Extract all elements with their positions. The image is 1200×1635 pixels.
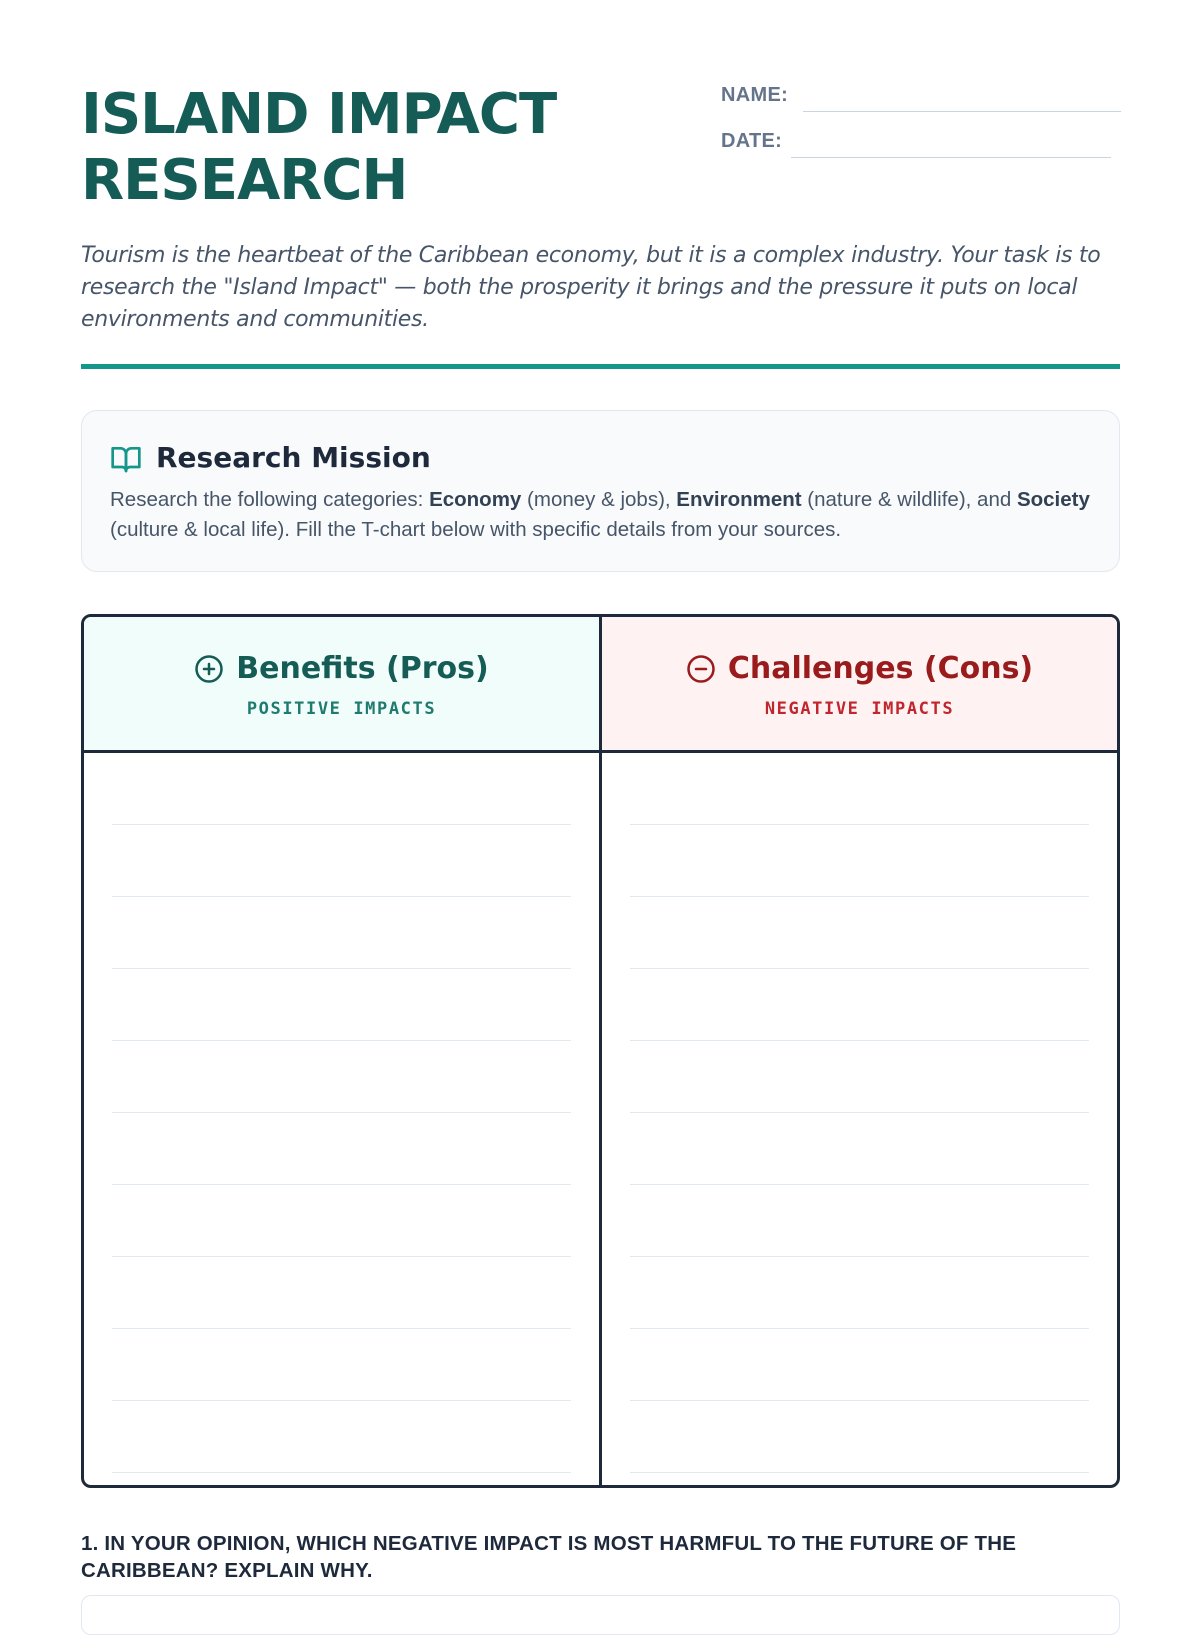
category-environment: Environment (676, 488, 802, 511)
open-book-icon (110, 443, 142, 475)
header-divider (81, 364, 1120, 369)
date-field[interactable] (721, 130, 1121, 160)
plus-circle-icon (194, 654, 224, 684)
question-1-answer-box[interactable] (81, 1595, 1120, 1635)
writing-line[interactable] (112, 753, 571, 825)
writing-line[interactable] (112, 1401, 571, 1473)
mission-text-part: (nature & wildlife), and (801, 488, 1017, 511)
writing-line[interactable] (630, 897, 1089, 969)
minus-circle-icon (686, 654, 716, 684)
writing-line[interactable] (630, 1113, 1089, 1185)
title-line-2: RESEARCH (81, 148, 408, 213)
challenges-title (602, 649, 1117, 689)
t-chart (81, 614, 1120, 1488)
name-line[interactable] (803, 111, 1121, 112)
benefits-subtitle: POSITIVE IMPACTS (246, 699, 437, 719)
writing-line[interactable] (630, 825, 1089, 897)
mission-text-part: Research the following categories: (110, 488, 430, 511)
mission-text-part: (culture & local life). Fill the T-chart below with specific details from your sources. (110, 518, 842, 541)
writing-line[interactable] (630, 969, 1089, 1041)
writing-line[interactable] (112, 897, 571, 969)
name-field[interactable] (721, 84, 1121, 114)
challenges-column (602, 617, 1117, 1485)
writing-line[interactable] (112, 1113, 571, 1185)
benefits-column (84, 617, 599, 1485)
writing-line[interactable] (112, 1329, 571, 1401)
writing-line[interactable] (112, 1041, 571, 1113)
writing-line[interactable] (112, 825, 571, 897)
challenges-writing-lines[interactable] (630, 753, 1089, 1473)
category-economy: Economy (429, 488, 522, 511)
writing-line[interactable] (112, 1257, 571, 1329)
challenges-title-text: Challenges (Cons) (727, 651, 1034, 686)
writing-line[interactable] (630, 1401, 1089, 1473)
writing-line[interactable] (112, 1185, 571, 1257)
benefits-title (84, 649, 599, 689)
date-label: DATE: (721, 130, 783, 152)
date-line[interactable] (791, 157, 1111, 158)
challenges-subtitle: NEGATIVE IMPACTS (764, 699, 955, 719)
mission-instructions (110, 485, 1090, 545)
category-society: Society (1016, 488, 1090, 511)
benefits-header (84, 617, 599, 753)
writing-line[interactable] (630, 1185, 1089, 1257)
title-line-1: ISLAND IMPACT (81, 82, 557, 147)
writing-line[interactable] (112, 969, 571, 1041)
benefits-title-text: Benefits (Pros) (236, 651, 489, 686)
name-label: NAME: (721, 84, 789, 106)
challenges-header (602, 617, 1117, 753)
mission-text-part: (money & jobs), (521, 488, 677, 511)
mission-title: Research Mission (156, 441, 431, 474)
writing-line[interactable] (630, 753, 1089, 825)
writing-line[interactable] (630, 1041, 1089, 1113)
question-1: 1. IN YOUR OPINION, WHICH NEGATIVE IMPACT IS MOST HARMFUL TO THE FUTURE OF THE CARIBBEAN? EXPLAIN WHY. (81, 1532, 1017, 1582)
intro-text: Tourism is the heartbeat of the Caribbean economy, but it is a complex industry. Your task is to research the "Island Impact" — both the prosperity it brings and the pressure it puts on local environments and communities. (81, 243, 1101, 332)
benefits-writing-lines[interactable] (112, 753, 571, 1473)
research-mission-box (81, 410, 1120, 572)
writing-line[interactable] (630, 1329, 1089, 1401)
writing-line[interactable] (630, 1257, 1089, 1329)
page-title (81, 82, 681, 214)
